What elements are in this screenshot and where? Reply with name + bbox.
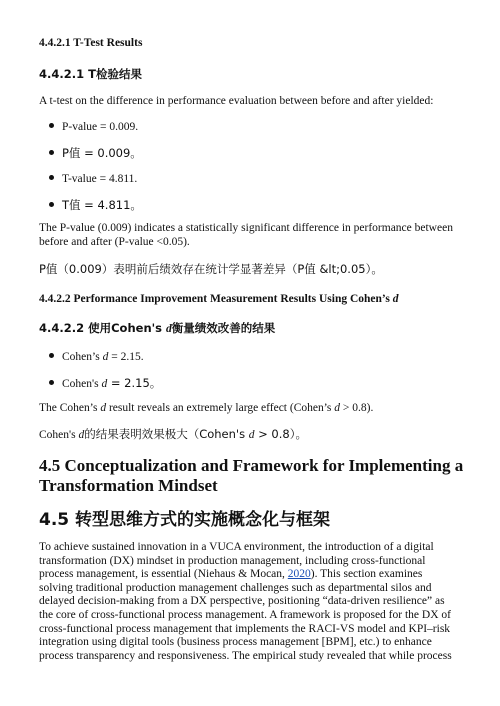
cohens-d-result-cn: Cohen's d的结果表明效果极大（Cohen's d > 0.8）。 [39, 427, 307, 441]
section-heading-cohens-d-en: 4.4.2.2 Performance Improvement Measurement Results Using Cohen’s d [39, 293, 399, 305]
section-heading-t-test-cn: 4.4.2.1 T检验结果 [39, 67, 142, 81]
t-test-conclusion-cn: P值（0.009）表明前后绩效存在统计学显著差异（P值 &lt;0.05）。 [39, 262, 383, 276]
bullet-dot-icon [49, 202, 54, 207]
bullet-dot-icon [49, 380, 54, 385]
bullet-dot-icon [49, 123, 54, 128]
t-test-conclusion-en: The P-value (0.009) indicates a statistically significant difference in performance between before and after (P-value <0.05). [39, 222, 453, 248]
bullet-item: P值 = 0.009。 [49, 146, 142, 160]
section-heading-t-test-en: 4.4.2.1 T-Test Results [39, 37, 143, 49]
bullet-item: Cohen's d = 2.15。 [49, 376, 161, 391]
bullet-dot-icon [49, 150, 54, 155]
section-heading-framework-en: 4.5 Conceptualization and Framework for Implementing a Transformation Mindset [39, 456, 464, 495]
bullet-dot-icon [49, 175, 54, 180]
bullet-item: Cohen’s d = 2.15. [49, 350, 144, 364]
section-heading-cohens-d-cn: 4.4.2.2 使用Cohen's d衡量绩效改善的结果 [39, 321, 276, 335]
bullet-item: T-value = 4.811. [49, 172, 137, 186]
bullet-item: P-value = 0.009. [49, 120, 138, 134]
framework-body: To achieve sustained innovation in a VUCA environment, the introduction of a digital transformation (DX) mindset in production management, including cross-functional process management, is essential (Niehaus & Mocan, 2020). This section examines solving traditional production management challenges such as departmental silos and delayed decision-making from a DX perspective, positioning “data-driven resilience” as the core of cross-functional process management. A framework is proposed for the DX of cross-functional process management that implements the RACI-VS model and KPI–risk integration using digital tools (business process management [BPM], etc.) to enhance process transparency and responsiveness. The empirical study revealed that while process [39, 541, 452, 662]
bullet-dot-icon [49, 353, 54, 358]
t-test-intro: A t-test on the difference in performance evaluation between before and after yielded: [39, 95, 434, 107]
section-heading-framework-cn: 4.5 转型思维方式的实施概念化与框架 [39, 510, 331, 530]
bullet-item: T值 = 4.811。 [49, 198, 142, 212]
cohens-d-result-en: The Cohen’s d result reveals an extremely large effect (Cohen’s d > 0.8). [39, 402, 374, 414]
citation-link[interactable]: 2020 [287, 568, 311, 581]
